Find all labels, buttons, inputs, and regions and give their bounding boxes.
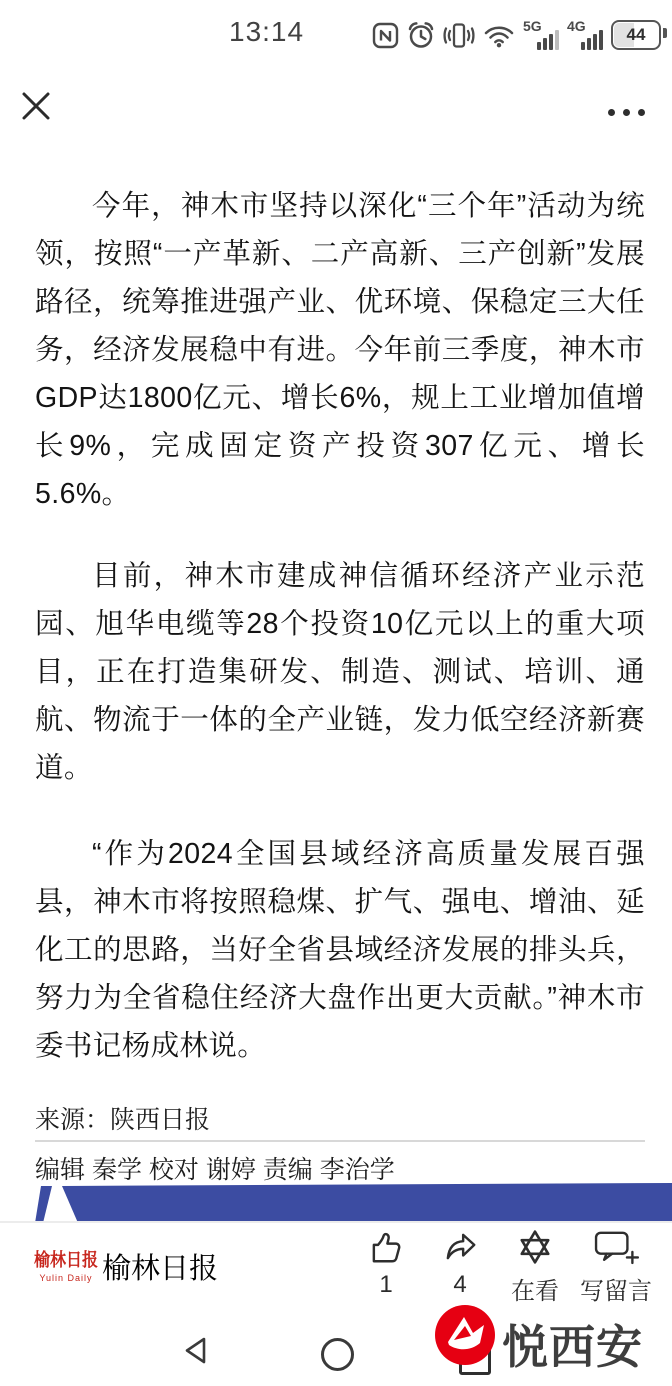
source-line: 来源：陕西日报 xyxy=(35,1106,211,1134)
share-button[interactable] xyxy=(425,1228,495,1299)
account-logo-text: 榆林日报 xyxy=(33,1251,98,1271)
battery-icon xyxy=(611,20,661,50)
status-bar-icons xyxy=(372,18,666,52)
article-body xyxy=(35,182,645,1191)
clock-time: 13:14 xyxy=(229,16,305,47)
comment-button[interactable] xyxy=(576,1228,656,1306)
more-button[interactable] xyxy=(608,102,656,122)
comment-plus-icon xyxy=(591,1228,641,1266)
account-logo-subtext: Yulin Daily xyxy=(39,1273,93,1283)
like-count: 1 xyxy=(379,1271,393,1298)
like-button[interactable] xyxy=(351,1228,421,1299)
article-paragraph: 目前，神木市建成神信循环经济产业示范园、旭华电缆等28个投资10亿元以上的重大项目，正在打造集研发、制造、测试、培训、通航、物流于一体的全产业链，发力低空经济新赛道。 xyxy=(35,560,645,784)
nfc-icon xyxy=(372,22,399,49)
account-logo[interactable] xyxy=(33,1247,99,1283)
comment-label: 写留言 xyxy=(580,1278,652,1305)
signal-4g-icon: 4G xyxy=(567,20,603,51)
footer-bar xyxy=(0,1223,672,1320)
close-icon xyxy=(18,88,54,124)
share-count: 4 xyxy=(453,1271,467,1298)
wow-star-icon xyxy=(516,1228,554,1266)
account-name[interactable]: 榆林日报 xyxy=(102,1253,219,1285)
thumb-up-icon xyxy=(367,1228,405,1266)
alarm-icon xyxy=(407,21,435,49)
wow-label: 在看 xyxy=(511,1278,559,1305)
article-paragraph: 今年，神木市坚持以深化“三个年”活动为统领，按照“一产革新、二产高新、三产创新”发展路径，统筹推进强产业、优环境、保稳定三大任务，经济发展稳中有进。今年前三季度，神木市GDP达1800亿元、增长6%，规上工业增加值增长9%，完成固定资产投资307亿元、增长5.6%。 xyxy=(35,190,645,510)
vibrate-icon xyxy=(443,22,475,49)
signal-5g-icon: 5G xyxy=(523,20,559,51)
nav-recent-button[interactable] xyxy=(459,1347,491,1375)
watermark-text: 悦西安 xyxy=(502,1321,643,1373)
share-arrow-icon xyxy=(441,1228,479,1266)
wow-button[interactable] xyxy=(500,1228,570,1306)
banner-image[interactable] xyxy=(35,1182,672,1223)
nav-back-button[interactable] xyxy=(182,1335,214,1367)
credits-divider xyxy=(35,1140,645,1142)
article-paragraph: “作为2024全国县域经济高质量发展百强县，神木市将按照稳煤、扩气、强电、增油、延化工的思路，当好全省县域经济发展的排头兵，努力为全省稳住经济大盘作出更大贡献。”神木市委书记杨成林说。 xyxy=(35,838,645,1062)
wifi-icon xyxy=(483,22,515,49)
nav-home-button[interactable] xyxy=(321,1338,354,1371)
more-dots-icon xyxy=(608,109,615,116)
back-triangle-icon xyxy=(182,1335,214,1367)
close-button[interactable] xyxy=(18,88,58,128)
credits-line: 编辑 秦学 校对 谢婷 责编 李治学 xyxy=(35,1156,395,1184)
battery-percent: 44 xyxy=(626,25,646,44)
